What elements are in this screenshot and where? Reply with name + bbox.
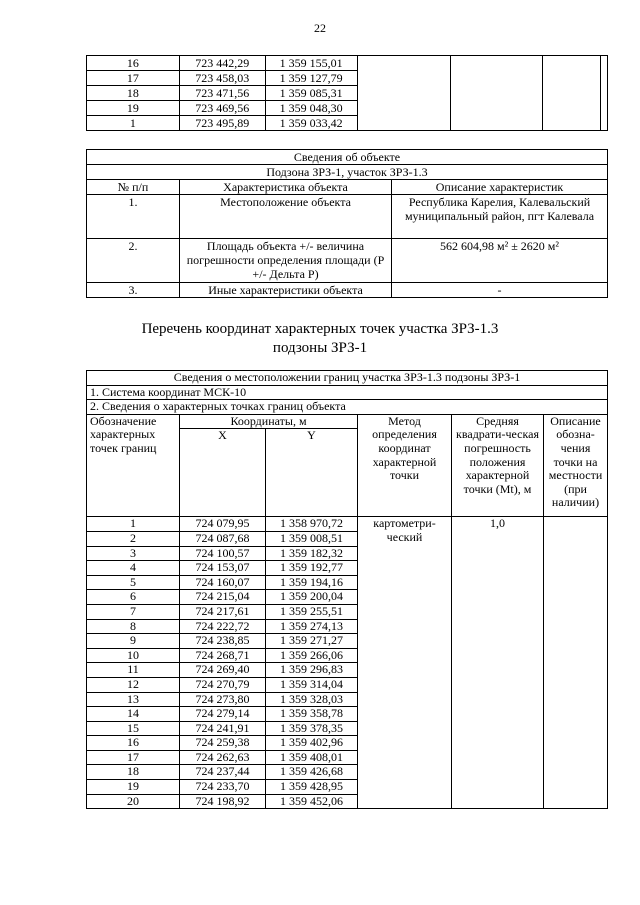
coordinate-x: 724 079,95 (180, 517, 266, 532)
header-description: Описание характеристик (392, 180, 608, 195)
coordinate-y: 1 359 200,04 (266, 590, 358, 605)
point-number: 16 (87, 56, 180, 71)
coordinate-x: 724 241,91 (180, 721, 266, 736)
coordinate-x: 724 238,85 (180, 634, 266, 649)
coordinate-y: 1 359 048,30 (265, 101, 357, 116)
coordinate-x: 723 458,03 (179, 71, 265, 86)
object-row-number: 1. (87, 195, 180, 239)
coordinate-y: 1 359 428,95 (266, 780, 358, 795)
header-point-description: Описание обозна-чения точки на местности (при наличии) (544, 414, 608, 517)
section-heading (0, 320, 640, 358)
coordinate-system: 1. Система координат МСК-10 (87, 385, 608, 400)
coordinate-y: 1 359 182,32 (266, 546, 358, 561)
empty-cell (543, 56, 601, 131)
point-number: 17 (87, 71, 180, 86)
coordinate-y: 1 359 194,16 (266, 575, 358, 590)
coordinate-x: 724 279,14 (180, 707, 266, 722)
point-number: 12 (87, 677, 180, 692)
point-number: 5 (87, 575, 180, 590)
point-number: 18 (87, 765, 180, 780)
coordinate-x: 724 269,40 (180, 663, 266, 678)
header-number: № п/п (87, 180, 180, 195)
coordinate-x: 724 153,07 (180, 561, 266, 576)
coordinate-x: 724 160,07 (180, 575, 266, 590)
point-number: 11 (87, 663, 180, 678)
coordinate-x: 724 217,61 (180, 604, 266, 619)
coordinate-y: 1 359 271,27 (266, 634, 358, 649)
coordinate-y: 1 359 255,51 (266, 604, 358, 619)
coordinate-x: 723 471,56 (179, 86, 265, 101)
empty-cell (357, 56, 451, 131)
section-heading-line1: Перечень координат характерных точек участка ЗРЗ-1.3 (141, 321, 499, 337)
point-number: 13 (87, 692, 180, 707)
object-info-subtitle: Подзона ЗРЗ-1, участок ЗРЗ-1.3 (87, 165, 608, 180)
point-number: 9 (87, 634, 180, 649)
coordinate-y: 1 359 085,31 (265, 86, 357, 101)
coordinate-y: 1 358 970,72 (266, 517, 358, 532)
object-row-characteristic: Местоположение объекта (180, 195, 392, 239)
header-designation: Обозначение характерных точек границ (87, 414, 180, 517)
point-number: 18 (87, 86, 180, 101)
header-coordinates: Координаты, м (180, 414, 358, 429)
header-accuracy: Средняя квадрати-ческая погрешность положения характерной точки (Мt), м (452, 414, 544, 517)
points-info: 2. Сведения о характерных точках границ объекта (87, 400, 608, 415)
coordinate-x: 724 087,68 (180, 531, 266, 546)
point-number: 15 (87, 721, 180, 736)
coordinate-y: 1 359 378,35 (266, 721, 358, 736)
point-number: 20 (87, 794, 180, 809)
object-row-description: - (392, 283, 608, 298)
coordinate-y: 1 359 426,68 (266, 765, 358, 780)
coordinate-x: 724 259,38 (180, 736, 266, 751)
coordinate-x: 724 100,57 (180, 546, 266, 561)
coordinate-y: 1 359 127,79 (265, 71, 357, 86)
object-row-characteristic: Иные характеристики объекта (180, 283, 392, 298)
coordinate-y: 1 359 155,01 (265, 56, 357, 71)
table-row (87, 56, 608, 71)
coordinate-x: 724 215,04 (180, 590, 266, 605)
coordinate-y: 1 359 452,06 (266, 794, 358, 809)
coordinate-x: 723 469,56 (179, 101, 265, 116)
point-number: 1 (87, 517, 180, 532)
coordinate-x: 724 270,79 (180, 677, 266, 692)
point-number: 10 (87, 648, 180, 663)
method-value: картометри-ческий (358, 517, 452, 809)
coordinate-y: 1 359 328,03 (266, 692, 358, 707)
point-number: 14 (87, 707, 180, 722)
header-characteristic: Характеристика объекта (180, 180, 392, 195)
object-info-title: Сведения об объекте (87, 150, 608, 165)
point-number: 1 (87, 116, 180, 131)
coordinate-y: 1 359 008,51 (266, 531, 358, 546)
object-info-table (86, 149, 608, 298)
object-row-number: 3. (87, 283, 180, 298)
coordinate-x: 724 268,71 (180, 648, 266, 663)
point-number: 16 (87, 736, 180, 751)
continued-coordinates-table (86, 55, 608, 131)
header-y: Y (266, 429, 358, 517)
coordinate-x: 724 222,72 (180, 619, 266, 634)
coordinate-x: 724 273,80 (180, 692, 266, 707)
coordinate-x: 724 233,70 (180, 780, 266, 795)
point-number: 3 (87, 546, 180, 561)
coordinate-y: 1 359 274,13 (266, 619, 358, 634)
coordinate-x: 723 495,89 (179, 116, 265, 131)
point-number: 19 (87, 101, 180, 116)
point-number: 17 (87, 750, 180, 765)
coordinate-y: 1 359 266,06 (266, 648, 358, 663)
object-row-description: Республика Карелия, Калевальский муниципальный район, пгт Калевала (392, 195, 608, 239)
boundary-title: Сведения о местоположении границ участка ЗРЗ-1.3 подзоны ЗРЗ-1 (87, 371, 608, 386)
empty-cell (451, 56, 543, 131)
coordinate-x: 724 237,44 (180, 765, 266, 780)
section-heading-line2: подзоны ЗРЗ-1 (272, 340, 368, 356)
point-description-value (544, 517, 608, 809)
object-row-number: 2. (87, 239, 180, 283)
header-method: Метод определения координат характерной точки (358, 414, 452, 517)
point-number: 4 (87, 561, 180, 576)
point-number: 7 (87, 604, 180, 619)
coordinate-y: 1 359 192,77 (266, 561, 358, 576)
point-number: 2 (87, 531, 180, 546)
coordinate-y: 1 359 408,01 (266, 750, 358, 765)
coordinate-y: 1 359 296,83 (266, 663, 358, 678)
point-number: 19 (87, 780, 180, 795)
point-number: 8 (87, 619, 180, 634)
coordinate-y: 1 359 358,78 (266, 707, 358, 722)
object-row-description: 562 604,98 м² ± 2620 м² (392, 239, 608, 283)
header-x: X (180, 429, 266, 517)
point-number: 6 (87, 590, 180, 605)
empty-cell (601, 56, 608, 131)
object-row-characteristic: Площадь объекта +/- величина погрешности определения площади (Р +/- Дельта Р) (180, 239, 392, 283)
boundary-coordinates-table (86, 370, 608, 809)
coordinate-y: 1 359 402,96 (266, 736, 358, 751)
coordinate-y: 1 359 314,04 (266, 677, 358, 692)
accuracy-value: 1,0 (452, 517, 544, 809)
coordinate-y: 1 359 033,42 (265, 116, 357, 131)
table-row (87, 517, 608, 532)
coordinate-x: 723 442,29 (179, 56, 265, 71)
page-number: 22 (314, 21, 326, 35)
coordinate-x: 724 198,92 (180, 794, 266, 809)
coordinate-x: 724 262,63 (180, 750, 266, 765)
